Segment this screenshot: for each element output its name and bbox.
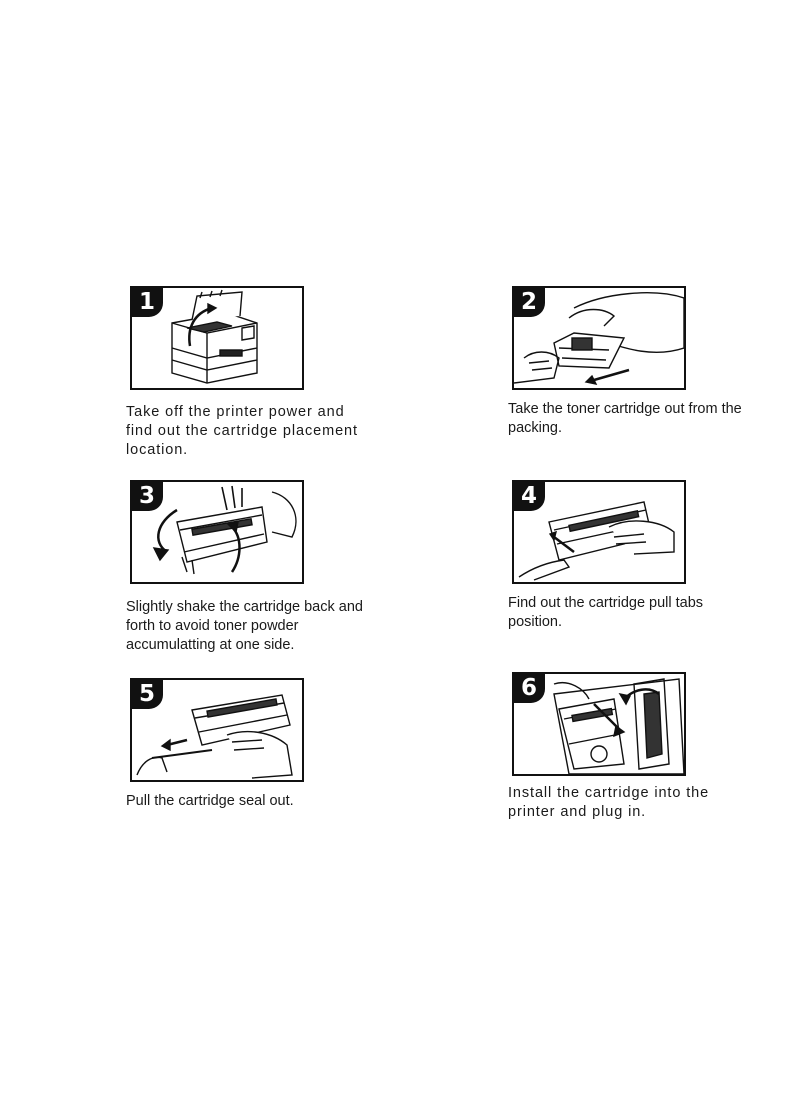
step-5-illustration-frame <box>130 678 304 782</box>
step-4-number-badge: 4 <box>513 481 545 511</box>
step-1-illustration-frame <box>130 286 304 390</box>
step-3-illustration-frame <box>130 480 304 584</box>
step-1-caption: Take off the printer power and find out the cartridge placement location. <box>126 404 358 458</box>
step-4-illustration-frame <box>512 480 686 584</box>
step-6-illustration-frame <box>512 672 686 776</box>
step-1-number-badge: 1 <box>131 287 163 317</box>
step-3-number-badge: 3 <box>131 481 163 511</box>
step-2-caption: Take the toner cartridge out from the packing. <box>508 401 742 436</box>
step-3-caption: Slightly shake the cartridge back and forth to avoid toner powder accumulatting at one side. <box>126 599 363 653</box>
step-2-number-badge: 2 <box>513 287 545 317</box>
step-2-illustration-frame <box>512 286 686 390</box>
step-6-caption: Install the cartridge into the printer and plug in. <box>508 785 710 820</box>
step-5-caption: Pull the cartridge seal out. <box>126 793 294 809</box>
step-5-number-badge: 5 <box>131 679 163 709</box>
step-6-number-badge: 6 <box>513 673 545 703</box>
step-4-caption: Find out the cartridge pull tabs position. <box>508 595 704 630</box>
